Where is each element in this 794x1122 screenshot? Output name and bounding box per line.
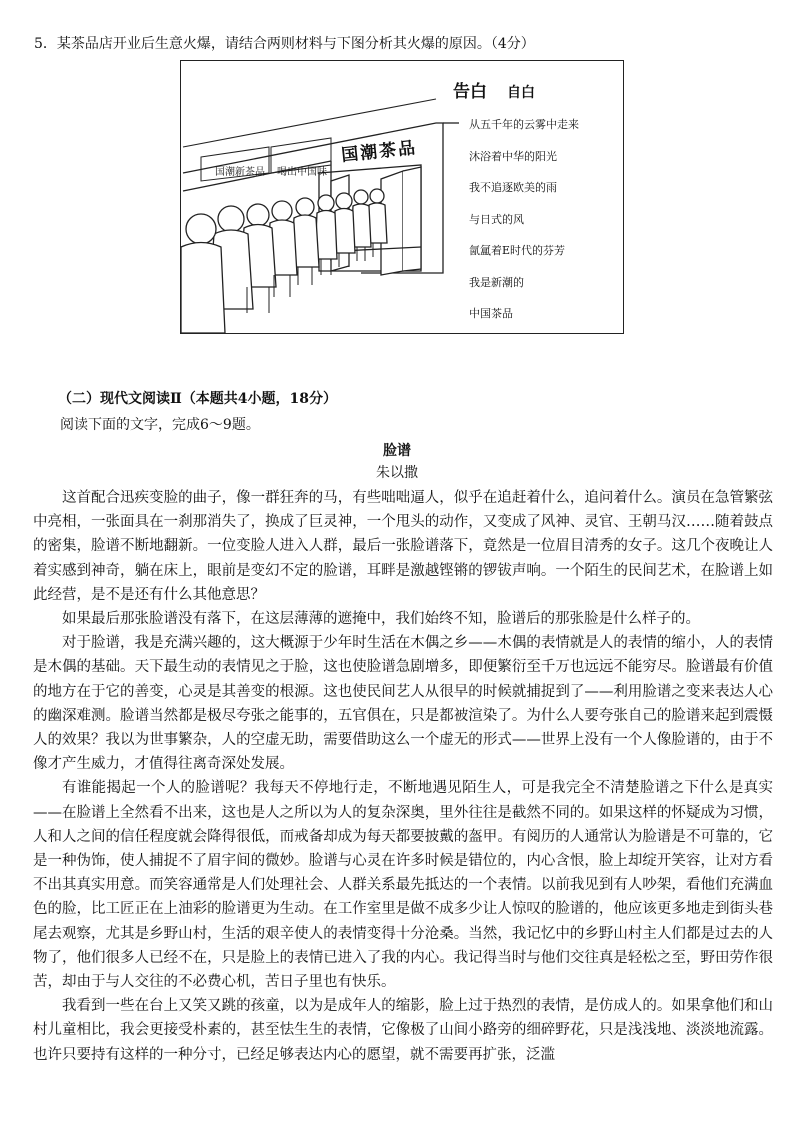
article-author: 朱以撒 <box>376 465 418 481</box>
poem-line: 我是新潮的 <box>469 275 524 289</box>
poem-line: 氤氲着E时代的芬芳 <box>469 244 566 257</box>
sign-middle-text: 喝出中国味 <box>277 167 327 178</box>
article-body <box>33 486 773 1067</box>
poem-title <box>453 77 535 102</box>
poem-lines <box>469 109 579 330</box>
tea-shop-figure <box>180 60 624 334</box>
paragraph: 对于脸谱，我是充满兴趣的，这大概源于少年时生活在木偶之乡——木偶的表情就是人的表情的缩小，人的表情是木偶的基础。天下最生动的表情见之于脸，这也使脸谱急剧增多，即便繁衍至千万也远远不能穷尽。脸谱最有价值的地方在于它的善变，心灵是其善变的根源。这也使民间艺人从很早的时候就捕捉到了——利用脸谱之变来表达人心的幽深难测。脸谱当然都是极尽夸张之能事的，五官俱在，只是都被渲染了。为什么人要夸张自己的脸谱来起到震慑人的效果？我以为世事繁杂，人的空虚无助，需要借助这么一个虚无的形式——世界上没有一个人像脸谱的，由于不像才产生威力，才值得往离奇深处发展。 <box>33 635 773 773</box>
shop-sign: 国潮茶品 <box>340 138 419 166</box>
poem-line: 从五千年的云雾中走来 <box>469 118 579 131</box>
poem-line: 我不追逐欧美的雨 <box>469 181 557 194</box>
instruction: 阅读下面的文字，完成6～9题。 <box>60 417 260 433</box>
paragraph: 这首配合迅疾变脸的曲子，像一群狂奔的马，有些咄咄逼人，似乎在追赶着什么，追问着什么。演员在急管繁弦中亮相，一张面具在一刹那消失了，换成了巨灵神，一个甩头的动作，又变成了风神、灵官、王朝马汉……随着鼓点的密集，脸谱不断地翻新。一位变脸人进入人群，最后一张脸谱落下，竟然是一位眉目清秀的女子。这几个夜晚让人着实感到神奇，躺在床上，眼前是变幻不定的脸谱，耳畔是激越铿锵的锣钹声响。一个陌生的民间艺术，在脸谱上如此经营，是不是还有什么其他意思？ <box>33 490 773 603</box>
poem-line: 中国茶品 <box>469 307 513 320</box>
paragraph: 有谁能揭起一个人的脸谱呢？我每天不停地行走，不断地遇见陌生人，可是我完全不清楚脸谱之下什么是真实——在脸谱上全然看不出来，这也是人之所以为人的复杂深奥，里外往往是截然不同的。如果这样的怀疑成为习惯，人和人之间的信任程度就会降得很低，而戒备却成为每天都要披戴的盔甲。有阅历的人通常认为脸谱是不可靠的，它是一种伪饰，使人捕捉不了眉宇间的微妙。脸谱与心灵在许多时候是错位的，内心含恨，脸上却绽开笑容，让对方看不出其真实用意。而笑容通常是人们处理社会、人群关系最先抵达的一个表情。以前我见到有人吵架，看他们充满血色的脸，比工匠正在上油彩的脸谱更为生动。在工作室里是做不成多少让人惊叹的脸谱的，他应该更多地走到街头巷尾去观察，尤其是乡野山村，生活的艰辛使人的表情变得十分沧桑。当然，我记忆中的乡野山村主人们都是过去的人物了，他们很多人已经不在，只是脸上的表情已进入了我的内心。我记得当时与他们交往真是轻松之至，野田劳作很苦，却由于与人交往的不必费心机，苦日子里也有快乐。 <box>33 780 773 991</box>
question-5: 5．某茶品店开业后生意火爆，请结合两则材料与下图分析其火爆的原因。（4分） <box>34 36 535 52</box>
poem-title-main: 告白 <box>453 82 487 102</box>
paragraph: 我看到一些在台上又笑又跳的孩童，以为是成年人的缩影，脸上过于热烈的表情，是仿成人的。如果拿他们和山村儿童相比，我会更接受朴素的，甚至怯生生的表情，它像极了山间小路旁的细碎野花，只是浅浅地、淡淡地流露。也许只要持有这样的一种分寸，已经足够表达内心的愿望，就不需要再扩张，泛滥 <box>33 998 773 1063</box>
sign-left-text: 国潮新茶品 <box>215 167 265 178</box>
poem-line: 沐浴着中华的阳光 <box>469 149 557 163</box>
article-title: 脸谱 <box>383 443 411 459</box>
poem-subtitle: 自白 <box>507 85 535 101</box>
section-heading: （二）现代文阅读Ⅱ（本题共4小题，18分） <box>58 391 338 407</box>
poem-line: 与日式的风 <box>469 212 524 226</box>
tea-shop-illustration <box>181 61 461 333</box>
paragraph: 如果最后那张脸谱没有落下，在这层薄薄的遮掩中，我们始终不知，脸谱后的那张脸是什么样子的。 <box>62 611 700 628</box>
